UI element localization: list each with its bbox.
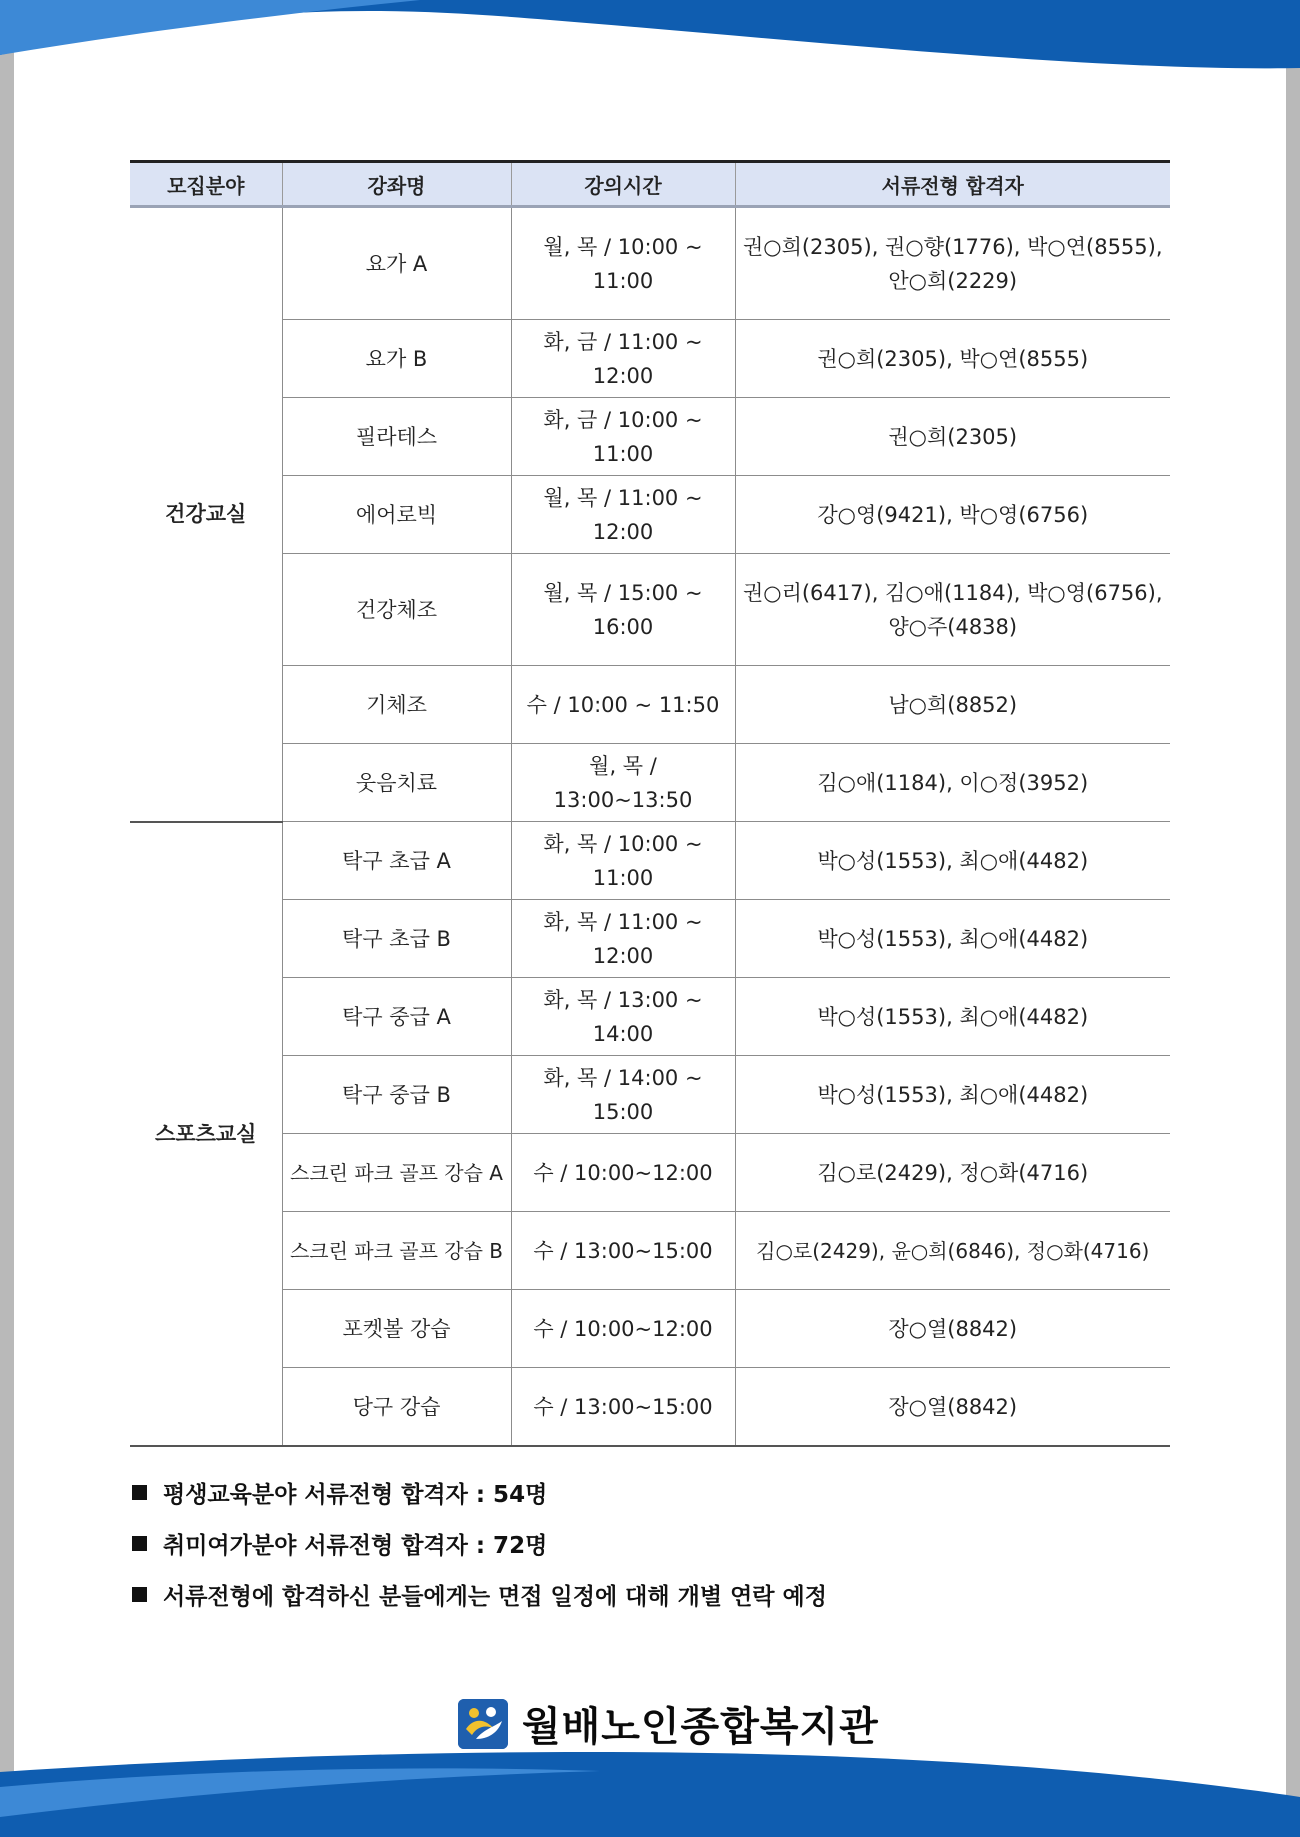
course-passers: 권○희(2305) <box>735 398 1170 476</box>
welfare-center-logo-icon <box>458 1699 508 1749</box>
course-time: 화, 목 / 13:00 ~ 14:00 <box>511 978 735 1056</box>
top-wave-decoration <box>0 0 1300 80</box>
table-row <box>130 1290 1170 1368</box>
footer-logo <box>458 1695 879 1752</box>
course-passers: 박○성(1553), 최○애(4482) <box>735 1056 1170 1134</box>
category-sports: 스포츠교실 <box>130 822 282 1447</box>
course-time: 수 / 10:00~12:00 <box>511 1134 735 1212</box>
course-time: 화, 목 / 14:00 ~ 15:00 <box>511 1056 735 1134</box>
table-row <box>130 398 1170 476</box>
square-bullet-icon <box>132 1485 147 1500</box>
table-row <box>130 900 1170 978</box>
course-name: 당구 강습 <box>282 1368 511 1447</box>
table-row <box>130 1212 1170 1290</box>
course-name: 요가 A <box>282 207 511 320</box>
note-item <box>132 1518 827 1569</box>
course-passers: 권○희(2305), 권○향(1776), 박○연(8555), 안○희(2229) <box>735 207 1170 320</box>
course-name: 탁구 초급 B <box>282 900 511 978</box>
table-row <box>130 822 1170 900</box>
course-time: 화, 금 / 11:00 ~ 12:00 <box>511 320 735 398</box>
course-time: 월, 목 / 11:00 ~ 12:00 <box>511 476 735 554</box>
course-name: 필라테스 <box>282 398 511 476</box>
course-time: 수 / 10:00~12:00 <box>511 1290 735 1368</box>
category-health: 건강교실 <box>130 207 282 822</box>
course-passers: 장○열(8842) <box>735 1290 1170 1368</box>
course-time: 월, 목 / 10:00 ~ 11:00 <box>511 207 735 320</box>
course-time: 수 / 13:00~15:00 <box>511 1212 735 1290</box>
table-row <box>130 666 1170 744</box>
note-text: 서류전형에 합격하신 분들에게는 면접 일정에 대해 개별 연락 예정 <box>163 1584 827 1610</box>
square-bullet-icon <box>132 1536 147 1551</box>
course-time: 화, 목 / 10:00 ~ 11:00 <box>511 822 735 900</box>
course-passers: 김○로(2429), 윤○희(6846), 정○화(4716) <box>735 1212 1170 1290</box>
table-row <box>130 1056 1170 1134</box>
course-passers: 김○로(2429), 정○화(4716) <box>735 1134 1170 1212</box>
square-bullet-icon <box>132 1587 147 1602</box>
course-time: 월, 목 / 15:00 ~ 16:00 <box>511 554 735 666</box>
header-course: 강좌명 <box>282 162 511 207</box>
header-time: 강의시간 <box>511 162 735 207</box>
course-passers: 박○성(1553), 최○애(4482) <box>735 822 1170 900</box>
course-time: 화, 금 / 10:00 ~ 11:00 <box>511 398 735 476</box>
table-row <box>130 978 1170 1056</box>
course-name: 에어로빅 <box>282 476 511 554</box>
table-row <box>130 744 1170 822</box>
table-row <box>130 476 1170 554</box>
table-row <box>130 207 1170 320</box>
course-name: 요가 B <box>282 320 511 398</box>
course-passers: 권○희(2305), 박○연(8555) <box>735 320 1170 398</box>
course-name: 탁구 초급 A <box>282 822 511 900</box>
course-time: 월, 목 / 13:00~13:50 <box>511 744 735 822</box>
note-text: 평생교육분야 서류전형 합격자 : 54명 <box>163 1482 548 1508</box>
course-name: 기체조 <box>282 666 511 744</box>
notes-list <box>132 1467 827 1620</box>
course-passers: 권○리(6417), 김○애(1184), 박○영(6756), 양○주(4838) <box>735 554 1170 666</box>
table-row <box>130 1134 1170 1212</box>
course-name: 포켓볼 강습 <box>282 1290 511 1368</box>
table-row <box>130 320 1170 398</box>
table-row <box>130 554 1170 666</box>
left-border-strip <box>0 0 14 1837</box>
passers-table <box>130 160 1170 1447</box>
table-row <box>130 1368 1170 1447</box>
header-passers: 서류전형 합격자 <box>735 162 1170 207</box>
note-item <box>132 1569 827 1620</box>
table-header-row <box>130 162 1170 207</box>
course-name: 웃음치료 <box>282 744 511 822</box>
course-time: 화, 목 / 11:00 ~ 12:00 <box>511 900 735 978</box>
course-name: 스크린 파크 골프 강습 B <box>282 1212 511 1290</box>
bottom-wave-decoration <box>0 1747 1300 1837</box>
course-time: 수 / 13:00~15:00 <box>511 1368 735 1447</box>
org-name: 월배노인종합복지관 <box>522 1704 879 1750</box>
course-time: 수 / 10:00 ~ 11:50 <box>511 666 735 744</box>
note-text: 취미여가분야 서류전형 합격자 : 72명 <box>163 1533 548 1559</box>
course-passers: 박○성(1553), 최○애(4482) <box>735 900 1170 978</box>
course-passers: 박○성(1553), 최○애(4482) <box>735 978 1170 1056</box>
course-passers: 장○열(8842) <box>735 1368 1170 1447</box>
course-passers: 강○영(9421), 박○영(6756) <box>735 476 1170 554</box>
course-passers: 김○애(1184), 이○정(3952) <box>735 744 1170 822</box>
course-name: 건강체조 <box>282 554 511 666</box>
note-item <box>132 1467 827 1518</box>
right-border-strip <box>1286 0 1300 1837</box>
course-passers: 남○희(8852) <box>735 666 1170 744</box>
course-name: 탁구 중급 A <box>282 978 511 1056</box>
course-name: 스크린 파크 골프 강습 A <box>282 1134 511 1212</box>
header-field: 모집분야 <box>130 162 282 207</box>
course-name: 탁구 중급 B <box>282 1056 511 1134</box>
